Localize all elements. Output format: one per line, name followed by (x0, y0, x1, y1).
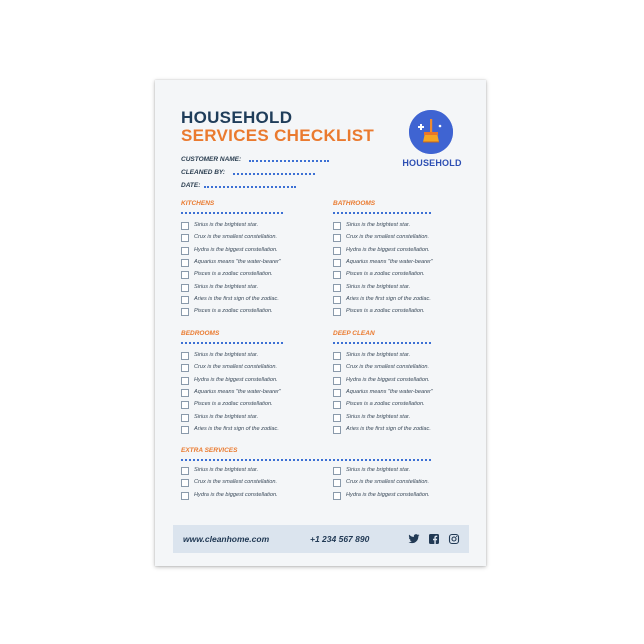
title-line-1: HOUSEHOLD (181, 108, 293, 127)
broom-icon (409, 110, 453, 154)
checklist-item-label: Crux is the smallest constellation. (194, 364, 278, 371)
cleaned-by-line[interactable] (233, 173, 315, 175)
checklist-item-label: Sirius is the brightest star. (194, 352, 259, 358)
checkbox[interactable] (333, 308, 341, 316)
facebook-icon[interactable] (428, 533, 440, 545)
footer-bar (173, 525, 469, 553)
checklist-item-label: Aquarius means "the water-bearer" (194, 258, 281, 265)
checkbox[interactable] (333, 259, 341, 267)
checkbox[interactable] (333, 467, 341, 475)
checklist-item-label: Hydra is the biggest constellation. (194, 376, 278, 383)
checkbox[interactable] (181, 222, 189, 230)
section-title-kitchens: KITCHENS (181, 200, 215, 207)
checkbox[interactable] (333, 284, 341, 292)
section-title-deep-clean: DEEP CLEAN (333, 330, 375, 337)
checkbox[interactable] (333, 492, 341, 500)
household-logo (409, 110, 453, 154)
checkbox[interactable] (181, 259, 189, 267)
website-link[interactable]: www.cleanhome.com (183, 534, 270, 544)
checkbox[interactable] (181, 389, 189, 397)
checklist-item-label: Sirius is the brightest star. (346, 352, 411, 358)
checklist-item-label: Hydra is the biggest constellation. (346, 376, 430, 383)
checklist-item-label: Sirius is the brightest star. (346, 283, 411, 290)
checkbox[interactable] (181, 364, 189, 372)
checklist-item-label: Aries is the first sign of the zodiac. (346, 425, 431, 432)
checkbox[interactable] (181, 247, 189, 255)
checkbox[interactable] (181, 467, 189, 475)
checklist-item-label: Crux is the smallest constellation. (346, 364, 430, 371)
checkbox[interactable] (333, 401, 341, 409)
checkbox[interactable] (333, 222, 341, 230)
section-divider (181, 212, 283, 214)
phone-number: +1 234 567 890 (310, 534, 370, 544)
checkbox[interactable] (181, 296, 189, 304)
checklist-item-label: Crux is the smallest constellation. (194, 479, 278, 486)
checkbox[interactable] (333, 271, 341, 279)
checkbox[interactable] (333, 296, 341, 304)
cleaned-by-label: CLEANED BY: (181, 169, 226, 176)
checkbox[interactable] (181, 377, 189, 385)
checkbox[interactable] (333, 352, 341, 360)
customer-name-label: CUSTOMER NAME: (181, 156, 242, 163)
checkbox[interactable] (333, 377, 341, 385)
checklist-item-label: Pisces is a zodiac constellation. (346, 401, 425, 408)
customer-name-line[interactable] (249, 160, 329, 162)
checkbox[interactable] (333, 234, 341, 242)
checklist-item-label: Pisces is a zodiac constellation. (346, 271, 425, 278)
checklist-item-label: Sirius is the brightest star. (346, 413, 411, 420)
checklist-item-label: Aries is the first sign of the zodiac. (194, 425, 279, 432)
checklist-item-label: Sirius is the brightest star. (194, 467, 259, 473)
checklist-item-label: Aquarius means "the water-bearer" (194, 388, 281, 395)
checkbox[interactable] (333, 479, 341, 487)
logo-text: HOUSEHOLD (402, 158, 462, 168)
checklist-item-label: Crux is the smallest constellation. (346, 234, 430, 241)
checklist-item-label: Aries is the first sign of the zodiac. (346, 295, 431, 302)
section-divider (333, 212, 431, 214)
checkbox[interactable] (333, 247, 341, 255)
date-line[interactable] (204, 186, 296, 188)
checkbox[interactable] (333, 426, 341, 434)
date-label: DATE: (181, 182, 201, 189)
checkbox[interactable] (333, 364, 341, 372)
section-title-extra-left: EXTRA SERVICES (181, 447, 238, 454)
checkbox[interactable] (181, 308, 189, 316)
checkbox[interactable] (181, 492, 189, 500)
checklist-item-label: Pisces is a zodiac constellation. (194, 401, 273, 408)
checklist-item-label: Sirius is the brightest star. (346, 467, 411, 473)
checkbox[interactable] (181, 401, 189, 409)
checkbox[interactable] (333, 414, 341, 422)
section-divider (181, 342, 283, 344)
notepad-page (155, 80, 486, 566)
checklist-item-label: Pisces is a zodiac constellation. (346, 308, 425, 315)
title-line-2: SERVICES CHECKLIST (181, 126, 375, 145)
checkbox[interactable] (181, 284, 189, 292)
checklist-item-label: Sirius is the brightest star. (194, 413, 259, 420)
checkbox[interactable] (181, 271, 189, 279)
section-title-bedrooms: BEDROOMS (181, 330, 220, 337)
checklist-item-label: Hydra is the biggest constellation. (346, 246, 430, 253)
checklist-item-label: Aquarius means "the water-bearer" (346, 388, 433, 395)
twitter-icon[interactable] (408, 533, 420, 545)
checklist-item-label: Hydra is the biggest constellation. (194, 491, 278, 498)
checklist-item-label: Hydra is the biggest constellation. (346, 491, 430, 498)
section-divider (181, 459, 431, 461)
checklist-item-label: Sirius is the brightest star. (194, 222, 259, 228)
checklist-item-label: Pisces is a zodiac constellation. (194, 271, 273, 278)
checklist-item-label: Sirius is the brightest star. (346, 222, 411, 228)
checklist-item-label: Crux is the smallest constellation. (346, 479, 430, 486)
checkbox[interactable] (181, 426, 189, 434)
checklist-item-label: Aries is the first sign of the zodiac. (194, 295, 279, 302)
checkbox[interactable] (333, 389, 341, 397)
checkbox[interactable] (181, 479, 189, 487)
checklist-item-label: Crux is the smallest constellation. (194, 234, 278, 241)
checklist-item-label: Pisces is a zodiac constellation. (194, 308, 273, 315)
checklist-item-label: Sirius is the brightest star. (194, 283, 259, 290)
instagram-icon[interactable] (448, 533, 460, 545)
section-divider (333, 342, 431, 344)
checkbox[interactable] (181, 414, 189, 422)
checkbox[interactable] (181, 352, 189, 360)
section-title-bathrooms: BATHROOMS (333, 200, 376, 207)
checklist-item-label: Hydra is the biggest constellation. (194, 246, 278, 253)
checkbox[interactable] (181, 234, 189, 242)
checklist-item-label: Aquarius means "the water-bearer" (346, 258, 433, 265)
